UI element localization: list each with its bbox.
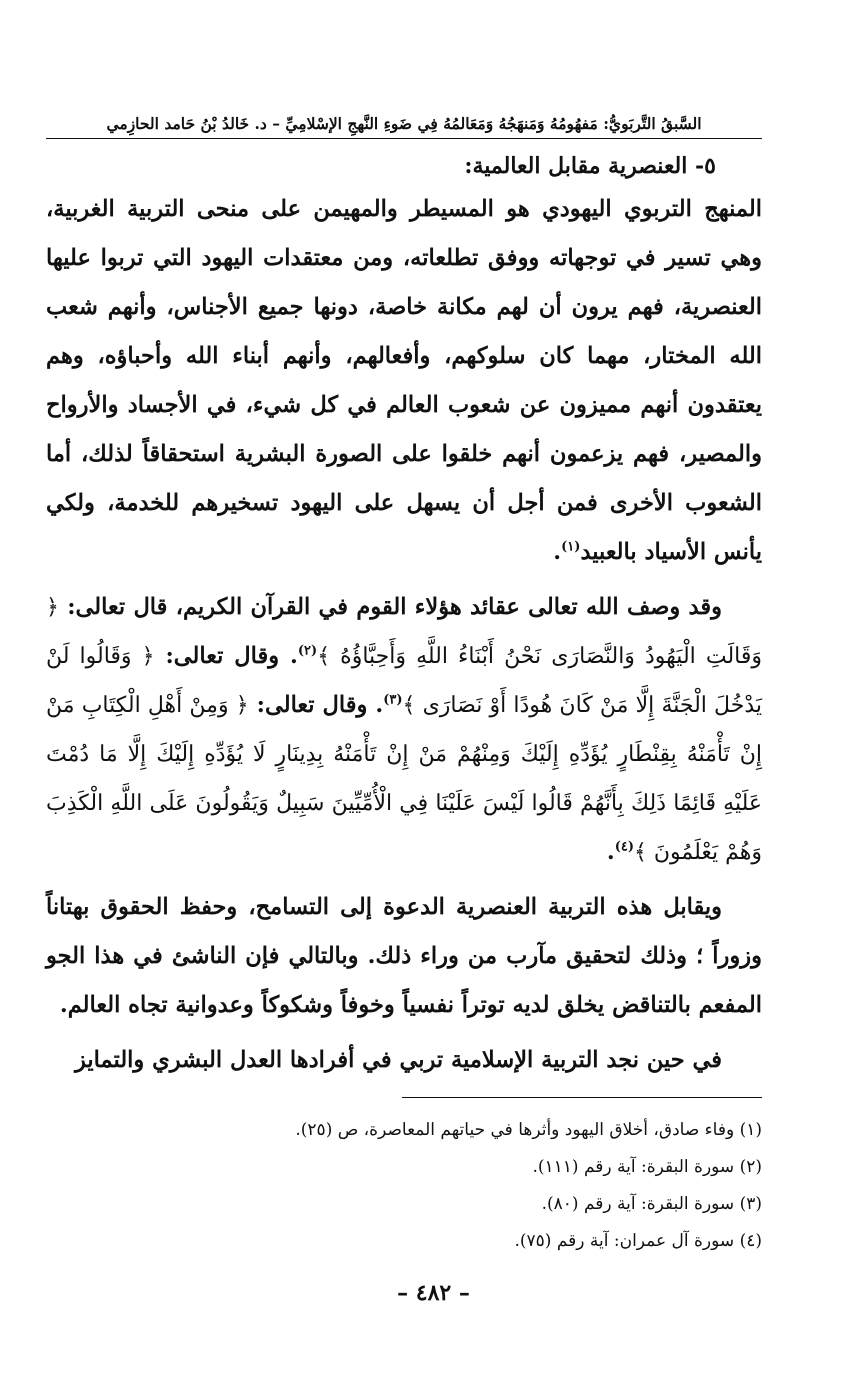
footnote-ref-2: (٢) — [297, 643, 318, 659]
section-heading: ٥- العنصرية مقابل العالمية: — [464, 153, 716, 179]
paragraph-3: ويقابل هذه التربية العنصرية الدعوة إلى التسامح، وحفظ الحقوق بهتاناً وزوراً ؛ وذلك لتحقيق مآرب من وراء ذلك. وبالتالي فإن الناشئ في هذا الجو المفعم بالتناقض يخلق لديه توتراً نفسياً وخوفاً وشكوكاً وعدوانية تجاه العالم. — [46, 894, 762, 1018]
footnote-2: (٢) سورة البقرة: آية رقم (١١١). — [532, 1157, 762, 1177]
paragraph-1: المنهج التربوي اليهودي هو المسيطر والمهيمن على منحى التربية الغربية، وهي تسير في توجهاته ووفق تطلعاته، ومن معتقدات اليهود التي تربوا عليها العنصرية، فهم يرون أن لهم مكانة خاصة، دونها جميع الأجناس، وأنهم شعب الله المختار، مهما كان سلوكهم، وأفعالهم، وأنهم أبناء الله وأحباؤه، وهم يعتقدون أنهم مميزون عن شعوب العالم في كل شيء، في الأجساد والأرواح والمصير، فهم يزعمون أنهم خلقوا على الصورة البشرية استحقاقاً لذلك، أما الشعوب الأخرى فمن أجل أن يسهل على اليهود تسخيرهم للخدمة، ولكي يأنس الأسياد بالعبيد$^{(١)}$. — [46, 196, 762, 565]
quran-verse-1: ﴿ وَقَالَتِ الْيَهُودُ وَالنَّصَارَى نَحْنُ أَبْنَاءُ اللَّهِ وَأَحِبَّاؤُهُ ﴾ — [46, 595, 763, 669]
paragraph-1-text: المنهج التربوي اليهودي هو المسيطر والمهيمن على منحى التربية الغربية، وهي تسير في توجهاته ووفق تطلعاته، ومن معتقدات اليهود التي تربوا عليها العنصرية، فهم يرون أن لهم مكانة خاصة، دونها جميع الأجناس، وأنهم شعب الله المختار، مهما كان سلوكهم، وأفعالهم، وأنهم أبناء الله وأحباؤه، وهم يعتقدون أنهم مميزون عن شعوب العالم في كل شيء، في الأجساد والأرواح والمصير، فهم يزعمون أنهم خلقوا على الصورة البشرية استحقاقاً لذلك، أما الشعوب الأخرى فمن أجل أن يسهل على اليهود تسخيرهم للخدمة، ولكي يأنس الأسياد بالعبيد — [46, 196, 762, 565]
verse-joiner-1: . وقال تعالى: — [165, 643, 298, 669]
quran-verse-2: ﴿ وَقَالُوا لَنْ يَدْخُلَ الْجَنَّةَ إِلَّا مَنْ كَانَ هُودًا أَوْ نَصَارَى ﴾ — [46, 644, 762, 718]
book-page — [46, 100, 762, 1260]
quran-verse-3: ﴿ وَمِنْ أَهْلِ الْكِتَابِ مَنْ إِنْ تَأْمَنْهُ بِقِنْطَارٍ يُؤَدِّهِ إِلَيْكَ وَمِنْهُمْ مَنْ إِنْ تَأْمَنْهُ بِدِينَارٍ لَا يُؤَدِّهِ إِلَيْكَ إِلَّا مَا دُمْتَ عَلَيْهِ قَائِمًا ذَلِكَ بِأَنَّهُمْ قَالُوا لَيْسَ عَلَيْنَا فِي الْأُمِّيِّينَ سَبِيلٌ وَيَقُولُونَ عَلَى اللَّهِ الْكَذِبَ وَهُمْ يَعْلَمُونَ ﴾ — [46, 693, 762, 865]
paragraph-2: وقد وصف الله تعالى عقائد هؤلاء القوم في القرآن الكريم، قال تعالى: ﴿ وَقَالَتِ الْيَهُودُ وَالنَّصَارَى نَحْنُ أَبْنَاءُ اللَّهِ وَأَحِبَّاؤُهُ ﴾$^{(٢)}$. وقال تعالى: ﴿ وَقَالُوا لَنْ يَدْخُلَ الْجَنَّةَ إِلَّا مَنْ كَانَ هُودًا أَوْ نَصَارَى ﴾$^{(٣)}$. وقال تعالى: ﴿ وَمِنْ أَهْلِ الْكِتَابِ مَنْ إِنْ تَأْمَنْهُ بِقِنْطَارٍ يُؤَدِّهِ إِلَيْكَ وَمِنْهُمْ مَنْ إِنْ تَأْمَنْهُ بِدِينَارٍ لَا يُؤَدِّهِ إِلَيْكَ إِلَّا مَا دُمْتَ عَلَيْهِ قَائِمًا ذَلِكَ بِأَنَّهُمْ قَالُوا لَيْسَ عَلَيْنَا فِي الْأُمِّيِّينَ سَبِيلٌ وَيَقُولُونَ عَلَى اللَّهِ الْكَذِبَ وَهُمْ يَعْلَمُونَ ﴾$^{(٤)}$. — [46, 594, 763, 865]
paragraph-2-intro: وقد وصف الله تعالى عقائد هؤلاء القوم في القرآن الكريم، قال تعالى: — [67, 594, 722, 620]
paragraph-4: في حين نجد التربية الإسلامية تربي في أفرادها العدل البشري والتمايز — [75, 1047, 722, 1073]
verse-joiner-2: . وقال تعالى: — [256, 692, 384, 718]
footnote-ref-1: (١) — [561, 539, 581, 555]
footnote-4: (٤) سورة آل عمران: آية رقم (٧٥). — [514, 1231, 762, 1251]
footnote-ref-4: (٤) — [614, 839, 634, 855]
footnote-ref-3: (٣) — [383, 692, 403, 708]
footnote-divider — [402, 1097, 762, 1098]
page-number: – ٤٨٢ – — [397, 1280, 470, 1306]
running-header: السَّبقُ التَّربَويُّ: مَفهُومُهُ وَمَنهَجُهُ وَمَعَالمُهُ فِي ضَوءِ النَّهجِ الإسْلامِيِّ – د. خَالدُ بْنُ حَامد الحازِمي — [46, 100, 762, 139]
footnotes-list — [46, 1112, 762, 1260]
footnote-3: (٣) سورة البقرة: آية رقم (٨٠). — [541, 1194, 762, 1214]
footnote-1: (١) وفاء صادق، أخلاق اليهود وأثرها في حياتهم المعاصرة، ص (٢٥). — [295, 1120, 762, 1140]
